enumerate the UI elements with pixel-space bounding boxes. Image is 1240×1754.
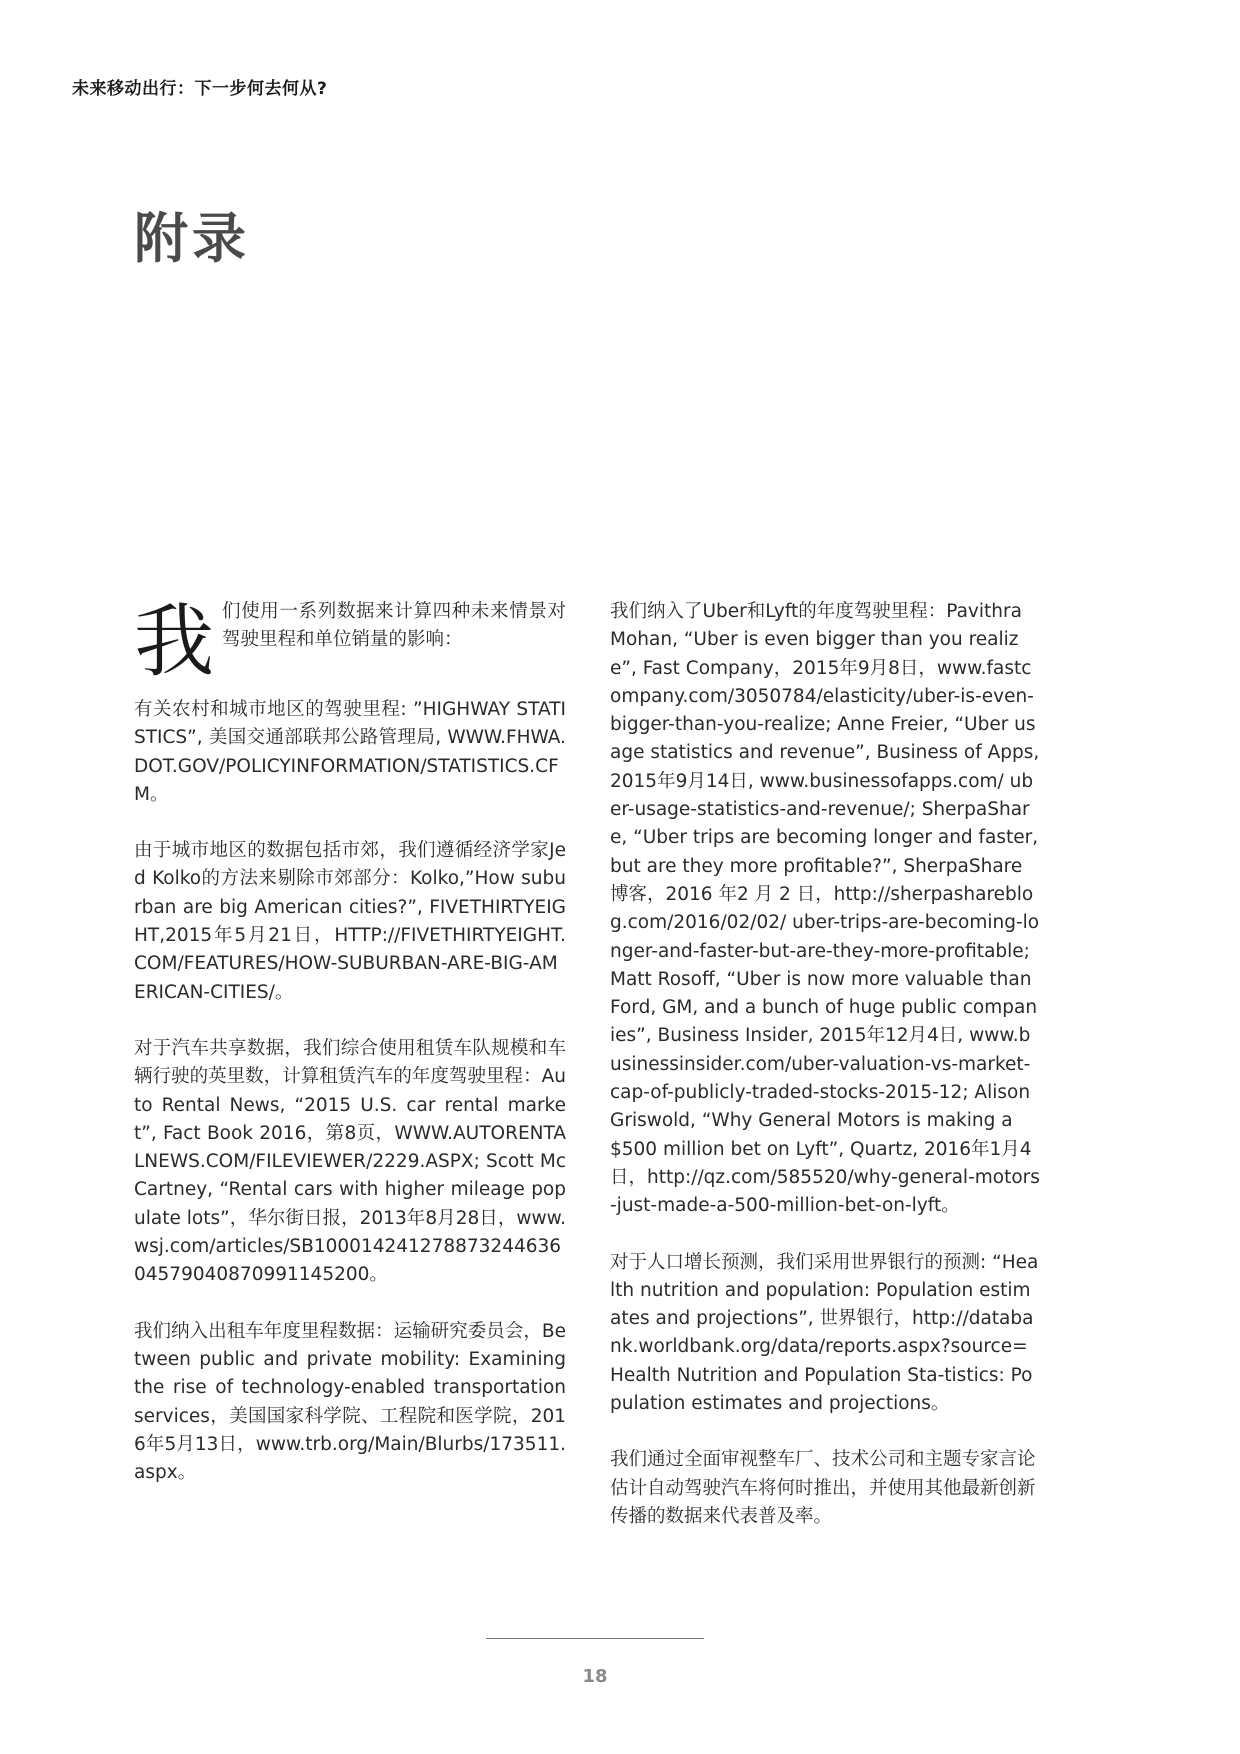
reference-paragraph: 由于城市地区的数据包括市郊，我们遵循经济学家Jed Kolko的方法来剔除市郊部分：Kolko,”How suburban are big American cities?”, FIVETHIRTYEIGHT,2015年5月21日，HTTP://FIVETHIRTYEIGHT.COM/FEATURES/HOW-SUBURBAN-ARE-BIG-AMERICAN-CITIES/。 <box>134 840 566 1003</box>
intro-text: 们使用一系列数据来计算四种未来情景对驾驶里程和单位销量的影响： <box>222 601 566 651</box>
left-column <box>134 595 566 1515</box>
reference-paragraph: 我们通过全面审视整车厂、技术公司和主题专家言论估计自动驾驶汽车将何时推出，并使用其他最新创新传播的数据来代表普及率。 <box>610 1449 1036 1527</box>
page-number: 18 <box>582 1666 608 1687</box>
running-header: 未来移动出行：下一步何去何从? <box>72 79 328 99</box>
footer-rule <box>486 1638 704 1639</box>
right-column <box>610 598 1040 1559</box>
reference-paragraph: 对于汽车共享数据，我们综合使用租赁车队规模和车辆行驶的英里数，计算租赁汽车的年度驾驶里程：Auto Rental News, “2015 U.S. car rental market”, Fact Book 2016，第8页，WWW.AUTORENTALNEWS.COM/FILEVIEWER/2229.ASPX; Scott McCartney, “Rental cars with higher mileage populate lots”，华尔街日报，2013年8月28日，www.wsj.com/articles/SB10001424127887324463604579040870991145200。 <box>134 1037 566 1286</box>
intro-paragraph <box>134 595 566 688</box>
reference-paragraph: 对于人口增长预测，我们采用世界银行的预测: “Health nutrition and population: Population estimates and projections”, 世界银行，http://databank.worldbank.org/data/reports.aspx?source=Health Nutrition and Population Sta-tistics: Population estimates and projections。 <box>610 1251 1039 1415</box>
page-title: 附录 <box>134 207 250 270</box>
reference-paragraph: 我们纳入出租车年度里程数据：运输研究委员会，Between public and private mobility: Examining the rise of technology-enabled transportation services，美国国家科学院、工程院和医学院，2016年5月13日，www.trb.org/Main/Blurbs/173511.aspx。 <box>134 1320 566 1484</box>
reference-paragraph: 有关农村和城市地区的驾驶里程: ”HIGHWAY STATISTICS”, 美国交通部联邦公路管理局, WWW.FHWA.DOT.GOV/POLICYINFORMATION/STATISTICS.CFM。 <box>134 699 566 805</box>
reference-paragraph: 我们纳入了Uber和Lyft的年度驾驶里程：Pavithra Mohan, “Uber is even bigger than you realize”, Fast Company，2015年9月8日，www.fastcompany.com/3050784/elasticity/uber-is-even-bigger-than-you-realize; Anne Freier, “Uber usage statistics and revenue”, Business of Apps, 2015年9月14日, www.businessofapps.com/ uber-usage-statistics-and-revenue/; SherpaShare, “Uber trips are becoming longer and faster, but are they more profitable?”, SherpaShare博客，2016 年2 月 2 日，http://sherpashareblog.com/2016/02/02/ uber-trips-are-becoming-longer-and-faster-but-are-they-more-profitable; Matt Rosoff, “Uber is now more valuable than Ford, GM, and a bunch of huge public companies”, Business Insider, 2015年12月4日, www.businessinsider.com/uber-valuation-vs-market-cap-of-publicly-traded-stocks-2015-12; Alison Griswold, “Why General Motors is making a $500 million bet on Lyft”, Quartz, 2016年1月4日，http://qz.com/585520/why-general-motors-just-made-a-500-million-bet-on-lyft。 <box>610 601 1040 1217</box>
drop-cap: 我 <box>134 595 214 688</box>
